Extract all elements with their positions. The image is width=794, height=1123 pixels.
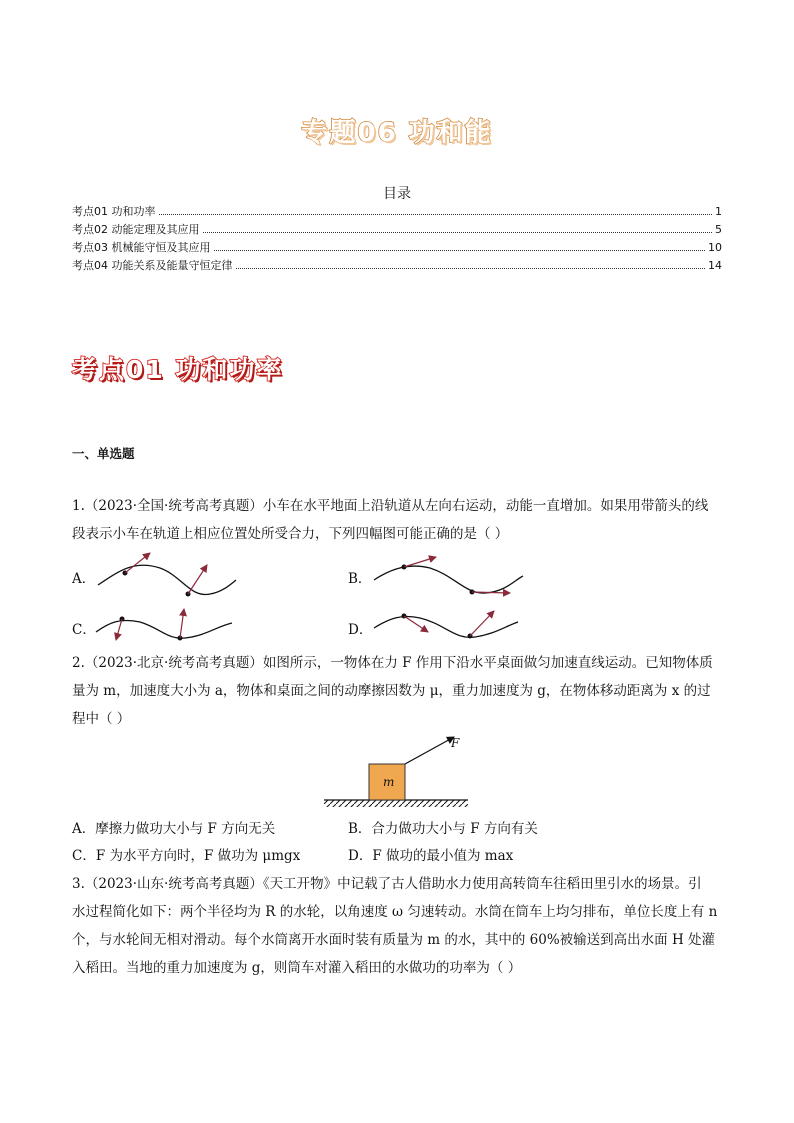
part-label: 一、单选题 — [72, 446, 135, 461]
document-title: 专题06 功和能 — [301, 118, 493, 148]
toc-entry-page: 1 — [715, 205, 722, 218]
force-arrow — [405, 737, 454, 764]
q1-text-line2: 段表示小车在轨道上相应位置处所受合力，下列四幅图可能正确的是（ ） — [72, 526, 509, 542]
toc-entry-page: 14 — [708, 259, 722, 272]
q3-text-line1: 3.（2023·山东·统考高考真题）《天工开物》中记载了古人借助水力使用高转筒车往稻田里引水的场景。引 — [72, 876, 702, 892]
q3-text-line4: 入稻田。当地的重力加速度为 g，则筒车对灌入稻田的水做功的功率为（ ） — [72, 960, 522, 976]
q2-option-d[interactable]: D．F 做功的最小值为 max — [348, 848, 514, 864]
q2-text-line1: 2.（2023·北京·统考高考真题）如图所示，一物体在力 F 作用下沿水平桌面做匀加速直线运动。已知物体质 — [72, 655, 713, 671]
toc-entry-label: 考点03 机械能守恒及其应用 — [72, 241, 211, 254]
toc-entry-page: 10 — [708, 241, 722, 254]
toc-entry-label: 考点04 功能关系及能量守恒定律 — [72, 259, 233, 272]
mass-label: m — [383, 775, 395, 789]
table-hatching — [324, 800, 468, 807]
toc-entry-label: 考点02 动能定理及其应用 — [72, 223, 200, 236]
q2-option-a[interactable]: A．摩擦力做功大小与 F 方向无关 — [72, 821, 276, 837]
q1-option-d-label: D． — [348, 622, 373, 638]
q2-option-c[interactable]: C．F 为水平方向时，F 做功为 μmgx — [72, 848, 301, 864]
force-label: F — [451, 736, 460, 750]
toc-entry-label: 考点01 功和功率 — [72, 205, 156, 218]
toc-entry-page: 5 — [715, 223, 722, 236]
q1-option-a-label: A． — [72, 571, 96, 587]
toc-heading: 目录 — [383, 186, 411, 202]
q3-text-line2: 水过程简化如下：两个半径均为 R 的水轮，以角速度 ω 匀速转动。水筒在筒车上均匀排布，单位长度上有 n — [72, 904, 718, 920]
q1-option-c-label: C． — [72, 622, 96, 638]
q2-text-line3: 程中（ ） — [72, 711, 131, 727]
q1-text-line1: 1.（2023·全国·统考高考真题）小车在水平地面上沿轨道从左向右运动，动能一直增加。如果用带箭头的线 — [72, 498, 709, 514]
q1-option-b-label: B． — [348, 571, 372, 587]
q2-option-b[interactable]: B．合力做功大小与 F 方向有关 — [348, 821, 538, 837]
section-title: 考点01 功和功率 — [72, 355, 284, 384]
q2-text-line2: 量为 m，加速度大小为 a，物体和桌面之间的动摩擦因数为 μ，重力加速度为 g，在物体移动距离为 x 的过 — [72, 683, 711, 699]
q3-text-line3: 个，与水轮间无相对滑动。每个水筒离开水面时装有质量为 m 的水，其中的 60%被输送到高出水面 H 处灌 — [72, 932, 716, 948]
